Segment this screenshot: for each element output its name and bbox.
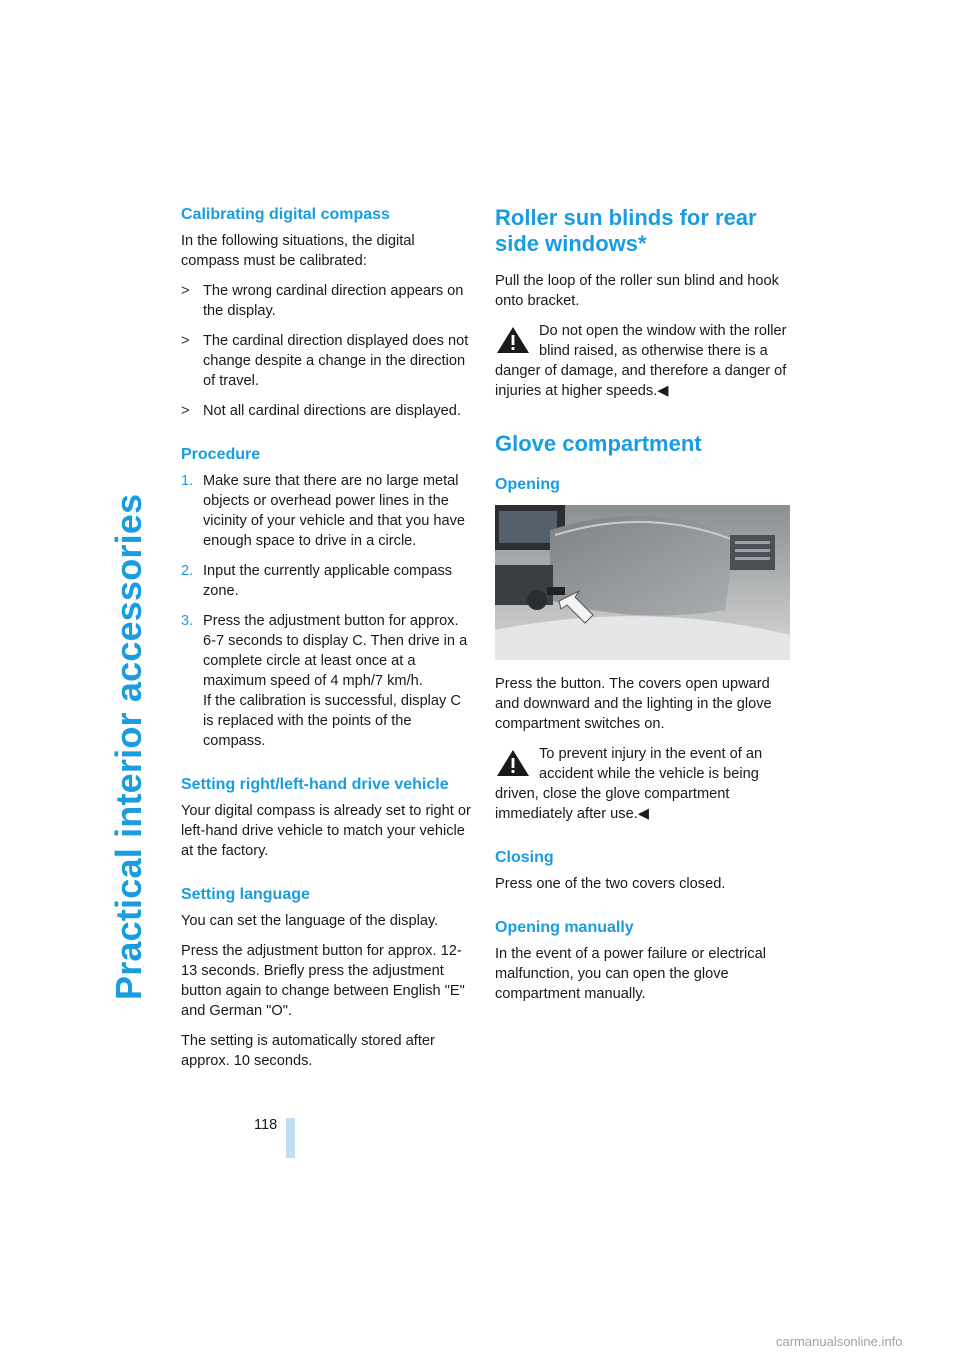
right-column	[495, 205, 787, 1014]
warning-triangle-icon	[495, 748, 531, 778]
list-item: > Not all cardinal directions are displayed.	[181, 403, 461, 419]
left-column	[181, 205, 471, 1081]
bullet-marker-icon: >	[181, 403, 190, 419]
language-heading: Setting language	[181, 886, 310, 903]
side-section-title: Practical interior accessories	[108, 493, 149, 1000]
glove-heading: Glove compartment	[495, 431, 702, 456]
calib-heading: Calibrating digital compass	[181, 206, 390, 223]
language-text: The setting is automatically stored after approx. 10 seconds.	[181, 1033, 435, 1069]
procedure-heading: Procedure	[181, 446, 261, 463]
bullet-marker-icon: >	[181, 333, 190, 349]
footer-watermark: carmanualsonline.info	[776, 1334, 903, 1349]
language-text: Press the adjustment button for approx. 12-13 seconds. Briefly press the adjustment button again to change between English "E" and German "O".	[181, 943, 465, 1019]
blinds-text: Pull the loop of the roller sun blind and hook onto bracket.	[495, 273, 779, 309]
list-item: 3. Press the adjustment button for approx. 6-7 seconds to display C. Then drive in a complete circle at least once at a maximum speed of 4 mph/7 km/h. If the calibration is successful, display C is replaced with the points of the compass.	[181, 613, 468, 749]
opening-heading: Opening	[495, 476, 560, 493]
opening-text: Press the button. The covers open upward and downward and the lighting in the glove compartment switches on.	[495, 676, 772, 732]
warning-note: To prevent injury in the event of an accident while the vehicle is being driven, close the glove compartment immediately after use.◀	[495, 746, 763, 822]
page-bar	[286, 1118, 295, 1158]
glove-compartment-photo	[495, 505, 790, 660]
blinds-heading: Roller sun blinds for rear side windows*	[495, 205, 757, 256]
bullet-marker-icon: >	[181, 283, 190, 299]
closing-heading: Closing	[495, 849, 554, 866]
list-item: 2. Input the currently applicable compass zone.	[181, 563, 453, 599]
language-text: You can set the language of the display.	[181, 913, 439, 929]
list-item: > The wrong cardinal direction appears on the display.	[181, 283, 464, 319]
list-item: 1. Make sure that there are no large metal objects or overhead power lines in the vicinity of your vehicle and that you have enough space to drive in a circle.	[181, 473, 466, 549]
opening-manually-text: In the event of a power failure or electrical malfunction, you can open the glove compartment manually.	[495, 946, 766, 1002]
opening-manually-heading: Opening manually	[495, 919, 634, 936]
warning-triangle-icon	[495, 325, 531, 355]
calib-intro: In the following situations, the digital compass must be calibrated:	[181, 233, 415, 269]
warning-note: Do not open the window with the roller blind raised, as otherwise there is a danger of damage, and therefore a danger of injuries at higher speeds.◀	[495, 323, 787, 399]
page-number: 118	[254, 1117, 278, 1133]
drive-heading: Setting right/left-hand drive vehicle	[181, 776, 449, 793]
drive-text: Your digital compass is already set to right or left-hand drive vehicle to match your vehicle at the factory.	[181, 803, 471, 859]
closing-text: Press one of the two covers closed.	[495, 876, 726, 892]
list-item: > The cardinal direction displayed does not change despite a change in the direction of travel.	[181, 333, 469, 389]
